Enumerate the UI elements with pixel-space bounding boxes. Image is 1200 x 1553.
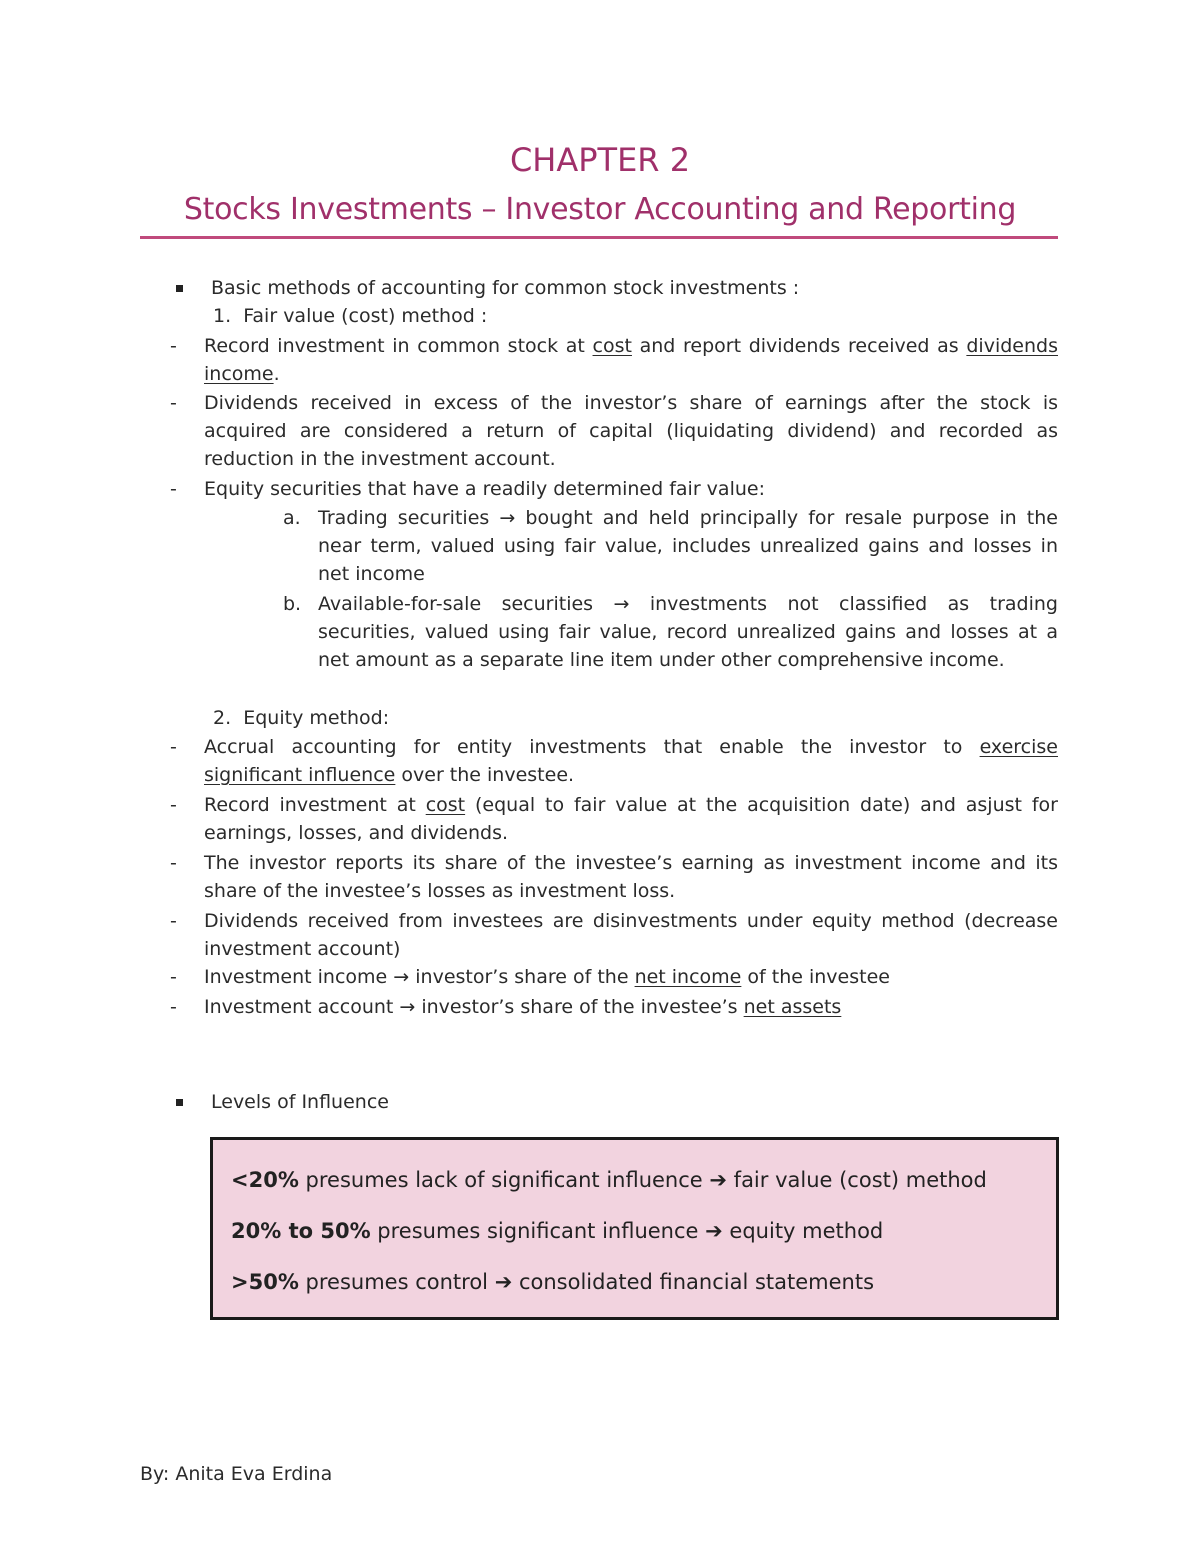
arrow-icon: ➔	[705, 1219, 723, 1243]
arrow-icon: ➔	[709, 1168, 727, 1192]
list-item-line: Dividends received in excess of the investor’s share of earnings after the stock is	[204, 392, 1058, 414]
square-bullet-icon	[176, 285, 183, 292]
influence-row: 20% to 50% presumes significant influence ➔ equity method	[231, 1219, 884, 1243]
underlined-term: net assets	[743, 996, 842, 1018]
dash-bullet: -	[170, 966, 177, 988]
arrow-icon: →	[613, 593, 630, 615]
list-item-line: Dividends received from investees are disinvestments under equity method (decrease	[204, 910, 1058, 932]
chapter-title: Stocks Investments – Investor Accounting and Reporting	[183, 192, 1017, 227]
influence-row: >50% presumes control ➔ consolidated financial statements	[231, 1270, 875, 1294]
section-heading-influence: Levels of Influence	[211, 1091, 389, 1113]
list-item-line: significant influence over the investee.	[204, 764, 575, 786]
dash-bullet: -	[170, 852, 177, 874]
method-1-heading	[213, 302, 487, 330]
dash-bullet: -	[170, 910, 177, 932]
influence-threshold: 20% to 50%	[231, 1219, 371, 1243]
list-item-line: reduction in the investment account.	[204, 448, 556, 470]
list-item	[204, 332, 1058, 388]
arrow-icon: →	[393, 966, 410, 988]
method-2-title: Equity method:	[243, 707, 390, 729]
list-item-line: Record investment at cost (equal to fair value at the acquisition date) and asjust for	[204, 794, 1058, 816]
list-item-line: acquired are considered a return of capital (liquidating dividend) and recorded as	[204, 420, 1058, 442]
dash-bullet: -	[170, 392, 177, 414]
arrow-icon: ➔	[494, 1270, 513, 1294]
list-item-line: net income	[318, 563, 425, 585]
arrow-icon: →	[499, 507, 516, 529]
list-item	[204, 849, 1058, 905]
list-item: Investment account → investor’s share of the investee’s net assets	[204, 996, 842, 1018]
arrow-icon: →	[399, 996, 416, 1018]
list-item: Equity securities that have a readily determined fair value:	[204, 478, 765, 500]
list-item-line: near term, valued using fair value, includes unrealized gains and losses in	[318, 535, 1058, 557]
underlined-term: exercise	[979, 736, 1058, 758]
underlined-term: dividends	[966, 335, 1058, 357]
square-bullet-icon	[176, 1099, 183, 1106]
list-item-line: Accrual accounting for entity investments that enable the investor to exercise	[204, 736, 1058, 758]
author-footer: By: Anita Eva Erdina	[140, 1463, 333, 1485]
method-2-heading	[213, 704, 389, 732]
list-item	[204, 733, 1058, 789]
influence-row: <20% presumes lack of significant influence ➔ fair value (cost) method	[231, 1168, 987, 1192]
dash-bullet: -	[170, 996, 177, 1018]
dash-bullet: -	[170, 794, 177, 816]
dash-bullet: -	[170, 335, 177, 357]
dash-bullet: -	[170, 736, 177, 758]
list-item-line: securities, valued using fair value, record unrealized gains and losses at a	[318, 621, 1058, 643]
list-item: Investment income → investor’s share of the net income of the investee	[204, 966, 890, 988]
underlined-term: cost	[425, 794, 466, 816]
sub-item-label-a: a.	[283, 507, 301, 529]
influence-threshold: <20%	[231, 1168, 299, 1192]
list-item	[204, 389, 1058, 473]
sub-item-label-b: b.	[283, 593, 302, 615]
list-item-line: The investor reports its share of the investee’s earning as investment income and its	[204, 852, 1058, 874]
underlined-term: income	[204, 363, 274, 385]
list-item-line: Available-for-sale securities → investments not classified as trading	[318, 593, 1058, 615]
list-item-line: investment account)	[204, 938, 401, 960]
list-item-line: Trading securities → bought and held principally for resale purpose in the	[318, 507, 1058, 529]
sub-item-b	[318, 590, 1058, 674]
sub-item-a	[318, 504, 1058, 588]
list-item-line: earnings, losses, and dividends.	[204, 822, 509, 844]
influence-levels-box	[210, 1137, 1059, 1320]
method-2-number: 2.	[213, 707, 232, 729]
list-item	[204, 791, 1058, 847]
list-item-line: income.	[204, 363, 280, 385]
method-1-number: 1.	[213, 305, 232, 327]
list-item-line: net amount as a separate line item under other comprehensive income.	[318, 649, 1005, 671]
underlined-term: net income	[634, 966, 742, 988]
influence-threshold: >50%	[231, 1270, 299, 1294]
list-item-line: share of the investee’s losses as investment loss.	[204, 880, 676, 902]
section-heading-methods: Basic methods of accounting for common stock investments :	[211, 277, 800, 299]
dash-bullet: -	[170, 478, 177, 500]
underlined-term: cost	[592, 335, 632, 357]
title-divider	[140, 236, 1058, 239]
list-item	[204, 907, 1058, 963]
list-item-line: Record investment in common stock at cost and report dividends received as dividends	[204, 335, 1058, 357]
method-1-title: Fair value (cost) method :	[243, 305, 488, 327]
chapter-number: CHAPTER 2	[509, 141, 691, 179]
underlined-term: significant influence	[204, 764, 396, 786]
